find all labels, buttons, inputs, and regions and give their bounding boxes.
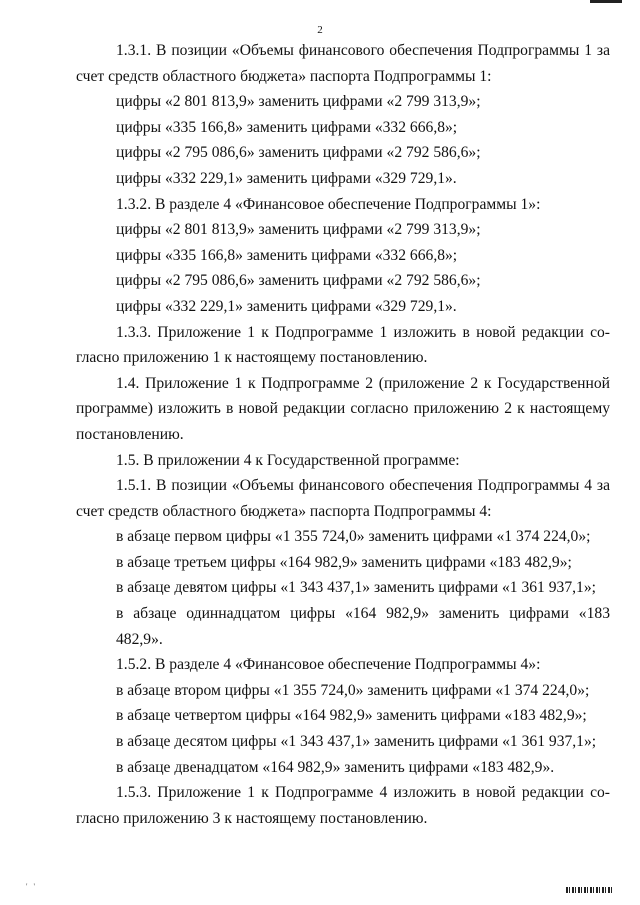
text-line: цифры «335 166,8» заменить цифрами «332 666,8»; [116, 246, 458, 264]
text-line: 1.5.1. В позиции «Объемы финансового обеспечения Подпрограммы 4 за [116, 477, 610, 495]
text-line: 1.3.3. Приложение 1 к Подпрограмме 1 изложить в новой редакции со- [116, 323, 610, 341]
text-line: 1.4. Приложение 1 к Подпрограмме 2 (приложение 2 к Государственной [116, 374, 610, 392]
scan-margin-marks: ' ' [26, 882, 37, 891]
page-number: 2 [317, 24, 323, 36]
text-line: 1.5.3. Приложение 1 к Подпрограмме 4 изложить в новой редакции со- [116, 784, 610, 802]
text-line: счет средств областного бюджета» паспорта Подпрограммы 4: [76, 502, 492, 520]
paragraph-1-3-1 [76, 38, 610, 89]
text-line: цифры «2 801 813,9» заменить цифрами «2 799 313,9»; [116, 221, 481, 239]
text-line: 1.3.2. В разделе 4 «Финансовое обеспечение Подпрограммы 1»: [116, 195, 541, 213]
paragraph-1-3-3 [76, 320, 610, 371]
document-body [76, 38, 610, 831]
text-line: цифры «2 795 086,6» заменить цифрами «2 792 586,6»; [116, 144, 481, 162]
text-line: гласно приложению 1 к настоящему постановлению. [76, 349, 428, 367]
text-line: цифры «335 166,8» заменить цифрами «332 666,8»; [116, 118, 458, 136]
text-line: в абзаце втором цифры «1 355 724,0» заменить цифрами «1 374 224,0»; [116, 681, 590, 699]
text-line: гласно приложению 3 к настоящему постановлению. [76, 809, 428, 827]
text-line: в абзаце четвертом цифры «164 982,9» заменить цифрами «183 482,9»; [116, 707, 587, 725]
text-line: цифры «2 801 813,9» заменить цифрами «2 799 313,9»; [116, 93, 481, 111]
barcode-mark [566, 887, 612, 893]
text-line: в абзаце десятом цифры «1 343 437,1» заменить цифрами «1 361 937,1»; [116, 733, 597, 751]
text-line: постановлению. [76, 425, 184, 443]
text-line: 1.5.2. В разделе 4 «Финансовое обеспечение Подпрограммы 4»: [116, 656, 541, 674]
paragraph-1-5-3 [76, 780, 610, 831]
text-line: в абзаце третьем цифры «164 982,9» заменить цифрами «183 482,9»; [116, 553, 572, 571]
text-line: цифры «332 229,1» заменить цифрами «329 729,1». [116, 169, 457, 187]
text-line: в абзаце девятом цифры «1 343 437,1» заменить цифрами «1 361 937,1»; [116, 579, 596, 597]
text-line: 1.5. В приложении 4 к Государственной программе: [116, 451, 460, 469]
text-line: цифры «2 795 086,6» заменить цифрами «2 792 586,6»; [116, 272, 481, 290]
text-line: цифры «332 229,1» заменить цифрами «329 729,1». [116, 297, 457, 315]
text-line: в абзаце первом цифры «1 355 724,0» заменить цифрами «1 374 224,0»; [116, 528, 591, 546]
text-line: 1.3.1. В позиции «Объемы финансового обеспечения Подпрограммы 1 за [116, 42, 610, 59]
text-line: в абзаце одиннадцатом цифры «164 982,9» заменить цифрами «183 482,9». [116, 605, 610, 648]
paragraph-1-4 [76, 371, 610, 448]
text-line: в абзаце двенадцатом «164 982,9» заменить цифрами «183 482,9». [116, 758, 555, 776]
scan-corner-mark [590, 0, 622, 3]
text-line: программе) изложить в новой редакции согласно приложению 2 к настоящему [76, 400, 610, 418]
text-line: счет средств областного бюджета» паспорта Подпрограммы 1: [76, 67, 492, 85]
paragraph-1-5-1 [76, 473, 610, 524]
